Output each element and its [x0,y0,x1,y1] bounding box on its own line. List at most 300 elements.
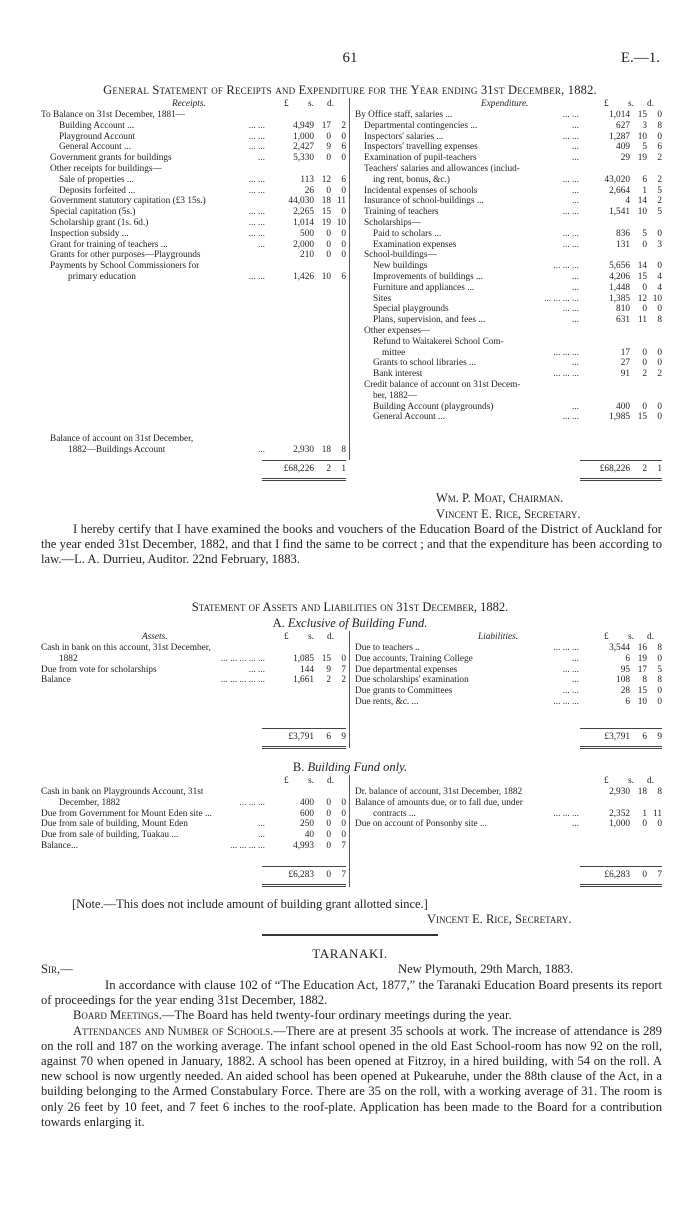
pence-value: 0 [657,401,662,412]
pounds-header: £ [284,632,289,642]
row-label: Examination of pupil-teachers [364,153,477,164]
pounds-value: 108 [616,675,630,686]
pence-value: 0 [341,653,346,664]
shillings-value: 12 [637,293,647,304]
shillings-value: 15 [637,686,647,697]
pence-value: 2 [341,675,346,686]
total-pounds: £3,791 [288,732,314,742]
pounds-value: 1,985 [609,412,630,423]
salutation: Sir,— [41,962,73,976]
shillings-value: 19 [637,653,647,664]
part-a-liabilities-total [580,732,662,743]
row-label: Grants for other purposes—Playgrounds [50,250,201,261]
total-double-rule [580,884,662,885]
shillings-value: 15 [321,207,331,218]
ledger-row [355,164,662,175]
row-label: Due from Government for Mount Eden site ... [41,808,212,819]
shillings-value: 2 [326,675,331,686]
total-double-rule [262,748,346,749]
pence-header: d. [647,776,654,786]
row-label: Building Account ... [59,120,135,131]
ledger-row [41,142,346,153]
total-pence: 9 [341,732,346,742]
pounds-value: 1,000 [609,819,630,830]
shillings-value: 10 [321,271,331,282]
row-label: Other receipts for buildings— [50,163,162,174]
pence-value: 5 [657,207,662,218]
leader-dots: ... ... ... [553,808,579,819]
pounds-value: 1,000 [293,131,314,142]
pounds-value: 2,427 [293,142,314,153]
ledger-row [355,665,662,676]
row-label: mittee [382,347,406,358]
ledger-row [355,283,662,294]
leader-dots: ... ... [248,185,265,196]
secretary-signature: Vincent E. Rice, Secretary. [436,507,581,521]
row-label: 1882 [59,653,78,664]
ledger-row [41,132,346,143]
part-b-assets-list [41,787,346,852]
leader-dots: ... ... [562,664,579,675]
total-pence: 9 [657,732,662,742]
row-label: primary education [68,271,136,282]
ledger-row [355,153,662,164]
ledger-row [41,272,346,283]
pence-value: 0 [341,797,346,808]
shillings-value: 14 [637,261,647,272]
ledger-row [355,196,662,207]
ledger-row [355,391,662,402]
leader-dots: ... ... [562,686,579,697]
row-label: ber, 1882— [373,390,418,401]
pounds-value: 5,656 [609,261,630,272]
shillings-value: 0 [326,131,331,142]
pence-value: 2 [341,120,346,131]
pounds-value: 600 [300,808,314,819]
ledger-row [41,261,346,272]
leader-dots: ... ... [248,217,265,228]
leader-dots: ... [572,196,579,207]
pence-value: 8 [657,787,662,797]
shillings-header: s. [628,99,634,109]
part-a-assets-total [262,732,346,743]
receipts-closing-list [41,434,346,456]
pounds-value: 1,014 [293,217,314,228]
ledger-row [355,697,662,708]
leader-dots: ... [258,444,265,455]
pence-value: 10 [336,217,346,228]
total-double-rule [262,886,346,887]
shillings-value: 0 [642,347,647,358]
total-pence: 1 [341,464,346,474]
taranaki-heading: TARANAKI. [312,946,388,961]
shillings-value: 18 [637,787,647,797]
shillings-value: 0 [326,239,331,250]
leader-dots: ... ... [562,412,579,423]
pounds-value: 810 [616,304,630,315]
row-label: Examination expenses [373,239,457,250]
receipts-heading: Receipts. [172,99,206,109]
ledger-row [41,675,346,686]
pence-value: 11 [337,196,346,207]
paragraph-board-meetings [41,1008,662,1023]
pounds-value: 4 [625,196,630,207]
pounds-value: 131 [616,239,630,250]
ledger-row [355,369,662,380]
pence-header: d. [647,632,654,642]
pence-value: 0 [657,110,662,120]
pence-value: 8 [657,315,662,326]
ledger-row [355,326,662,337]
leader-dots: ... ... [248,174,265,185]
pence-value: 8 [341,444,346,455]
row-label: Insurance of school-buildings ... [364,196,484,207]
shillings-header: s. [628,632,634,642]
leader-dots: ... [258,830,265,841]
shillings-value: 15 [637,412,647,423]
pounds-value: 43,020 [604,174,630,185]
pounds-value: 4,993 [293,840,314,851]
shillings-value: 10 [637,131,647,142]
pounds-value: 113 [300,174,314,185]
shillings-value: 15 [637,271,647,282]
pence-value: 6 [341,271,346,282]
pence-value: 11 [653,808,662,819]
row-label: Inspectors' salaries ... [364,131,444,142]
pence-value: 4 [657,282,662,293]
pence-value: 0 [657,131,662,142]
leader-dots: ... [572,153,579,164]
row-label: Refund to Waitakerei School Com- [373,336,504,347]
shillings-value: 0 [326,228,331,239]
ledger-row [41,164,346,175]
pence-value: 0 [657,653,662,664]
leader-dots: ... ... ... [239,797,265,808]
shillings-value: 9 [326,142,331,153]
column-divider [349,775,350,887]
row-label: Government grants for buildings [50,153,172,164]
ledger-row [355,686,662,697]
pence-value: 0 [657,696,662,707]
shillings-header: s. [628,776,634,786]
shillings-value: 0 [326,808,331,819]
ledger-row [355,402,662,413]
row-label: School-buildings— [364,250,437,261]
total-pounds: £68,226 [599,464,630,474]
pence-value: 0 [341,131,346,142]
ledger-row [355,240,662,251]
shillings-value: 0 [326,840,331,851]
total-double-rule [580,480,662,481]
expenditure-list [355,110,662,423]
ledger-row [41,207,346,218]
pounds-value: 40 [304,830,314,841]
leader-dots: ... ... [562,174,579,185]
leader-dots: ... [572,120,579,131]
pounds-value: 29 [620,153,630,164]
ledger-row [355,294,662,305]
shillings-value: 5 [642,142,647,153]
pence-value: 2 [657,369,662,380]
shillings-value: 0 [326,185,331,196]
row-label: Due scholarships' examination [355,675,469,686]
shillings-value: 2 [642,369,647,380]
pounds-value: 2,664 [609,185,630,196]
row-label: Inspectors' travelling expenses [364,142,478,153]
total-shillings: 6 [642,732,647,742]
pounds-header: £ [604,99,609,109]
auditor-certificate: I hereby certify that I have examined the books and vouchers of the Education Board of the District of Auckland for the year ended 31st December, 1882, and that I find the same to be correct ; and that the expenditure has been according to law.—L. A. Durrieu, Auditor. 22nd February, 1883. [41,522,662,567]
shillings-value: 9 [326,664,331,675]
total-double-rule [580,478,662,479]
shillings-value: 18 [321,196,331,207]
receipts-total [262,464,346,475]
liabilities-heading: Liabilities. [478,632,519,642]
total-shillings: 0 [326,870,331,880]
row-label: Balance of amounts due, or to fall due, under [355,797,523,808]
ledger-row [41,110,346,121]
ledger-row [355,121,662,132]
pence-header: d. [327,632,334,642]
part-a-subtitle: Exclusive of Building Fund. [287,616,428,630]
row-label: Due rents, &c. ... [355,696,419,707]
shillings-value: 10 [637,207,647,218]
pence-value: 0 [341,239,346,250]
shillings-value: 19 [637,153,647,164]
shillings-value: 15 [321,653,331,664]
row-label: Deposits forfeited ... [59,185,136,196]
leader-dots: ... [572,653,579,664]
pence-value: 0 [657,304,662,315]
ledger-row [355,654,662,665]
pence-value: 0 [341,808,346,819]
row-label: Training of teachers [364,207,439,218]
pence-value: 8 [657,643,662,653]
pounds-value: 4,949 [293,120,314,131]
pence-value: 0 [341,250,346,261]
pounds-header: £ [604,632,609,642]
ledger-row [355,315,662,326]
shillings-header: s. [308,776,314,786]
shillings-value: 0 [326,819,331,830]
pounds-value: 44,030 [288,196,314,207]
pence-value: 5 [657,664,662,675]
total-pounds: £68,226 [283,464,314,474]
receipts-list [41,110,346,283]
leader-dots: ... [572,401,579,412]
ledger-row [355,229,662,240]
leader-dots: ... [258,153,265,164]
ledger-row [355,380,662,391]
row-label: December, 1882 [59,797,121,808]
part-b-assets-total [262,870,346,881]
pounds-value: 4,206 [609,271,630,282]
leader-dots: ... ... [562,110,579,120]
pence-value: 2 [657,153,662,164]
pence-header: d. [647,99,654,109]
page-number: 61 [342,50,358,66]
total-double-rule [262,746,346,747]
pence-header: d. [327,776,334,786]
assets-heading: Assets. [142,632,168,642]
page-reference: E.—1. [620,50,660,66]
total-double-rule [262,884,346,885]
leader-dots: ... [572,185,579,196]
ledger-row [355,358,662,369]
taranaki-report-body [41,978,662,1130]
row-label: Other expenses— [364,325,431,336]
assets-statement-title: Statement of Assets and Liabilities on 31st December, 1882. [191,600,509,614]
ledger-row [355,142,662,153]
part-a-liabilities-list [355,643,662,708]
pence-value: 8 [657,675,662,686]
pence-value: 2 [657,174,662,185]
pounds-value: 1,085 [293,653,314,664]
pence-header: d. [327,99,334,109]
leader-dots: ... ... ... [553,261,579,272]
pounds-header: £ [284,776,289,786]
board-meetings-text: —The Board has held twenty-four ordinary meetings during the year. [161,1008,512,1023]
leader-dots: ... [572,675,579,686]
shillings-value: 5 [642,228,647,239]
row-label: Inspection subsidy ... [50,228,129,239]
row-label: Payments by School Commissioners for [50,261,200,272]
pounds-value: 1,448 [609,282,630,293]
pence-value: 6 [341,174,346,185]
ledger-row [41,229,346,240]
pounds-value: 210 [300,250,314,261]
pounds-value: 144 [300,664,314,675]
shillings-value: 1 [642,808,647,819]
ledger-row [41,186,346,197]
row-label: Cash in bank on Playgrounds Account, 31st [41,787,204,797]
leader-dots: ... ... ... ... ... [220,675,265,686]
total-pounds: £6,283 [288,870,314,880]
ledger-row [355,337,662,348]
leader-dots: ... ... ... [553,643,579,653]
ledger-row [355,412,662,423]
row-label: Sale of properties ... [59,174,134,185]
pounds-value: 627 [616,120,630,131]
pence-value: 8 [657,120,662,131]
paragraph-attendances [41,1024,662,1130]
total-rule [262,728,346,729]
pounds-value: 2,352 [609,808,630,819]
leader-dots: ... ... [562,131,579,142]
pounds-header: £ [604,776,609,786]
shillings-value: 0 [326,830,331,841]
row-label: Balance... [41,840,78,851]
pounds-value: 1,287 [609,131,630,142]
ledger-row [355,819,662,830]
place-date: New Plymouth, 29th March, 1883. [398,962,574,976]
total-shillings: 6 [326,732,331,742]
pence-value: 0 [341,228,346,239]
ledger-row [355,132,662,143]
leader-dots: ... [572,819,579,830]
total-double-rule [580,886,662,887]
pence-value: 3 [657,239,662,250]
total-double-rule [580,748,662,749]
leader-dots: ... ... [248,207,265,218]
row-label: contracts ... [373,808,416,819]
row-label: Due from sale of building, Mount Eden [41,819,188,830]
pounds-value: 2,930 [609,787,630,797]
shillings-value: 15 [637,110,647,120]
shillings-value: 3 [642,120,647,131]
shillings-value: 17 [637,664,647,675]
pounds-value: 500 [300,228,314,239]
ledger-row [41,841,346,852]
ledger-row [355,186,662,197]
ledger-row [355,110,662,121]
row-label: Due on account of Ponsonby site ... [355,819,487,830]
row-label: Bank interest [373,369,423,380]
leader-dots: ... ... ... [553,369,579,380]
ledger-row [41,434,346,445]
row-label: Due from vote for scholarships [41,664,157,675]
pounds-value: 2,265 [293,207,314,218]
pence-value: 7 [341,664,346,675]
leader-dots: ... [258,239,265,250]
ledger-row [41,196,346,207]
ledger-row [41,218,346,229]
pence-value: 7 [341,840,346,851]
pounds-value: 17 [620,347,630,358]
total-rule [580,460,662,461]
ledger-row [41,654,346,665]
pence-value: 0 [341,185,346,196]
leader-dots: ... [258,819,265,830]
ledger-row [355,250,662,261]
row-label: Furniture and appliances ... [373,282,475,293]
shillings-value: 14 [637,196,647,207]
leader-dots: ... ... [248,131,265,142]
attendances-heading: Attendances and Number of Schools. [73,1023,274,1038]
ledger-row [355,175,662,186]
column-divider [349,98,350,460]
pounds-value: 1,541 [609,207,630,218]
shillings-value: 11 [638,315,647,326]
pence-value: 0 [657,412,662,423]
part-b-title [0,760,700,775]
ledger-row [41,819,346,830]
pence-value: 0 [657,347,662,358]
pounds-value: 1,014 [609,110,630,120]
pounds-value: 91 [620,369,630,380]
pence-value: 6 [341,142,346,153]
row-label: Scholarships— [364,217,421,228]
attendances-text: —There are at present 35 schools at work. The increase of attendance is 289 on the roll and 187 on the working average. The infant school opened in the old East School-room has now 92 on the roll, against 70 when opened in January, 1882. A school has been opened at Fitzroy, in a hired building, with 54 on the roll. A new school is now urgently needed. An aided school has been opened at Pukearuhe, under the 88th clause of the Act, in a building belonging to the Armed Constabulary Force. There are 35 on the roll, with a working average of 31. The room is only 26 feet by 10 feet, and 7 feet 6 inches to the roof-plate. Application has been made to the Board for a contribution towards enlarging it. [41,1023,662,1129]
ledger-row [41,787,346,798]
board-meetings-heading: Board Meetings. [73,1008,162,1023]
total-double-rule [262,480,346,481]
row-label: Grants to school libraries ... [373,358,477,369]
total-double-rule [262,478,346,479]
shillings-value: 19 [321,217,331,228]
row-label: Government statutory capitation (£3 15s.) [50,196,206,207]
pounds-value: 26 [304,185,314,196]
row-label: By Office staff, salaries ... [355,110,453,120]
total-pence: 1 [657,464,662,474]
row-label: 1882—Buildings Account [68,444,166,455]
pence-value: 0 [657,261,662,272]
building-grant-note: [Note.—This does not include amount of building grant allotted since.] [72,897,428,911]
ledger-row [41,809,346,820]
shillings-value: 8 [642,675,647,686]
pence-value: 0 [657,686,662,697]
row-label: Due from sale of building, Tuakau ... [41,830,179,841]
